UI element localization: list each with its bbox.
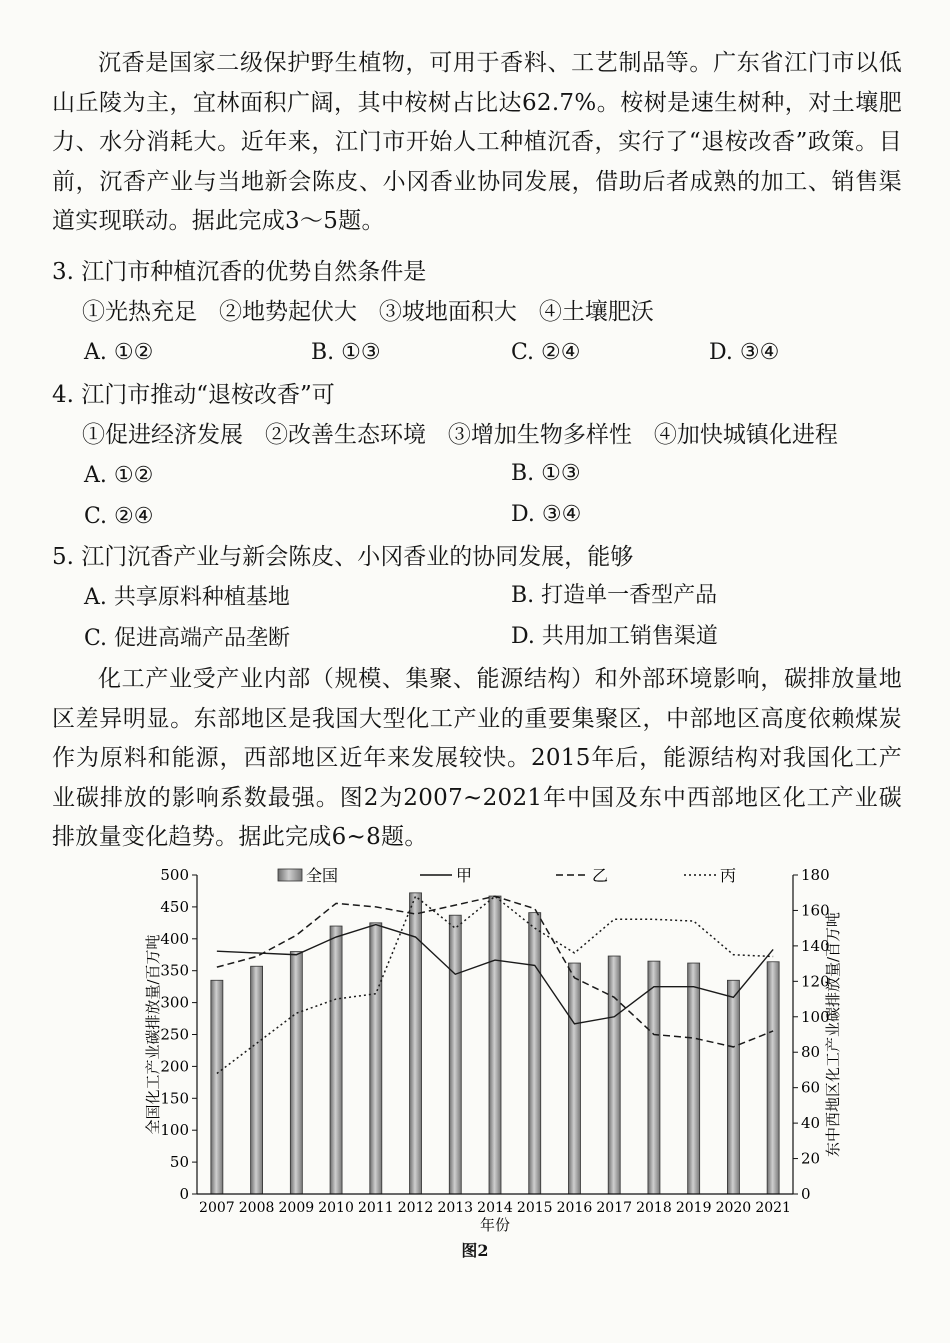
x-tick-label: 2014: [477, 1200, 513, 1216]
right-tick-label: 20: [801, 1149, 821, 1168]
right-tick-label: 40: [801, 1114, 821, 1133]
x-tick-label: 2009: [278, 1200, 315, 1216]
x-tick-label: 2017: [596, 1200, 633, 1216]
left-tick-label: 500: [160, 866, 189, 884]
bar-全国: [449, 915, 461, 1194]
q3-statement: ②地势起伏大: [218, 299, 357, 325]
q3-option-b: B. ①③: [311, 340, 381, 365]
x-axis-title: 年份: [479, 1216, 511, 1234]
q4-option-a: A. ①②: [84, 463, 154, 488]
x-tick-label: 2008: [238, 1200, 275, 1216]
right-tick-label: 0: [801, 1185, 811, 1203]
x-tick-label: 2016: [556, 1200, 593, 1216]
q3-statement: ③坡地面积大: [378, 299, 517, 325]
q3-statement: ①光热充足: [82, 299, 197, 325]
right-tick-label: 140: [801, 936, 830, 955]
bar-全国: [290, 952, 302, 1194]
legend-label-全国: 全国: [306, 866, 339, 885]
q4-statement: ②改善生态环境: [264, 422, 426, 448]
q5-option-c: C. 促进高端产品垄断: [84, 626, 291, 651]
left-tick-label: 250: [160, 1025, 189, 1044]
q4-statement: ③增加生物多样性: [447, 422, 632, 448]
q4-statement: ④加快城镇化进程: [653, 422, 838, 448]
x-tick-label: 2020: [715, 1200, 752, 1216]
bar-全国: [529, 913, 541, 1194]
q5-option-d: D. 共用加工销售渠道: [511, 624, 718, 649]
bar-全国: [688, 963, 700, 1194]
q4-statements: [82, 419, 838, 451]
bar-全国: [489, 896, 501, 1194]
x-tick-label: 2018: [636, 1200, 672, 1216]
left-tick-label: 450: [160, 897, 189, 916]
left-tick-label: 350: [160, 961, 189, 980]
q5-option-b: B. 打造单一香型产品: [511, 583, 718, 608]
right-tick-label: 80: [801, 1043, 821, 1062]
q3-option-d: D. ③④: [709, 340, 780, 365]
q4-stem: 4. 江门市推动“退桉改香”可: [52, 382, 335, 408]
bar-全国: [608, 956, 620, 1194]
left-tick-label: 200: [160, 1057, 189, 1076]
bar-全国: [330, 926, 342, 1194]
q3-statements: [82, 296, 654, 328]
x-tick-label: 2012: [397, 1200, 434, 1216]
bar-全国: [251, 966, 263, 1194]
right-tick-label: 180: [801, 866, 830, 884]
x-tick-label: 2007: [199, 1200, 235, 1216]
q3-option-c: C. ②④: [511, 340, 581, 365]
left-tick-label: 0: [179, 1185, 189, 1203]
left-tick-label: 400: [160, 929, 189, 948]
q4-option-d: D. ③④: [511, 502, 582, 527]
legend-label-甲: 甲: [456, 866, 473, 885]
legend-label-乙: 乙: [592, 866, 609, 885]
right-tick-label: 60: [801, 1078, 821, 1097]
legend-swatch-全国: [278, 869, 302, 881]
passage-1: 沉香是国家二级保护野生植物，可用于香料、工艺制品等。广东省江门市以低山丘陵为主，宜林面积广阔，其中桉树占比达62.7%。桉树是速生树种，对土壤肥力、水分消耗大。近年来，江门市开始人工种植沉香，实行了“退桉改香”政策。目前，沉香产业与当地新会陈皮、小冈香业协同发展，借助后者成熟的加工、销售渠道实现联动。据此完成3～5题。: [52, 50, 902, 234]
q4-option-c: C. ②④: [84, 504, 154, 529]
x-tick-label: 2011: [357, 1200, 394, 1216]
x-tick-label: 2015: [516, 1200, 553, 1216]
q3-statement: ④土壤肥沃: [538, 299, 654, 325]
q3-option-a: A. ①②: [84, 340, 154, 365]
right-tick-label: 160: [801, 901, 830, 920]
x-tick-label: 2010: [318, 1200, 354, 1216]
bar-全国: [568, 963, 580, 1194]
bar-全国: [211, 980, 223, 1194]
x-tick-label: 2019: [675, 1200, 712, 1216]
right-axis-title: 东中西地区化工产业碳排放量/百万吨: [824, 911, 842, 1158]
bar-全国: [727, 980, 739, 1194]
bar-全国: [767, 962, 779, 1194]
bar-全国: [648, 961, 660, 1194]
passage-2: 化工产业受产业内部（规模、集聚、能源结构）和外部环境影响，碳排放量地区差异明显。东部地区是我国大型化工产业的重要集聚区，中部地区高度依赖煤炭作为原料和能源，西部地区近年来发展较快。2015年后，能源结构对我国化工产业碳排放的影响系数最强。图2为2007~2021年中国及东中西部地区化工产业碳排放量变化趋势。据此完成6~8题。: [52, 666, 902, 850]
bar-全国: [370, 923, 382, 1194]
bar-全国: [410, 893, 422, 1194]
q5-option-a: A. 共享原料种植基地: [84, 585, 290, 610]
left-tick-label: 150: [160, 1089, 189, 1108]
figure-caption: 图2: [461, 1241, 489, 1260]
q3-stem: 3. 江门市种植沉香的优势自然条件是: [52, 259, 427, 285]
emission-chart: [0, 855, 950, 1245]
x-tick-label: 2021: [755, 1200, 791, 1216]
q4-statement: ①促进经济发展: [82, 422, 243, 448]
right-tick-label: 120: [801, 972, 830, 991]
right-tick-label: 100: [801, 1007, 830, 1026]
left-tick-label: 300: [160, 993, 189, 1012]
left-tick-label: 100: [160, 1121, 189, 1140]
x-tick-label: 2013: [437, 1200, 474, 1216]
left-axis-title: 全国化工产业碳排放量/百万吨: [144, 934, 162, 1135]
q4-option-b: B. ①③: [511, 461, 581, 486]
left-tick-label: 50: [169, 1153, 189, 1172]
q5-stem: 5. 江门沉香产业与新会陈皮、小冈香业的协同发展，能够: [52, 544, 634, 570]
legend-label-丙: 丙: [720, 866, 737, 885]
